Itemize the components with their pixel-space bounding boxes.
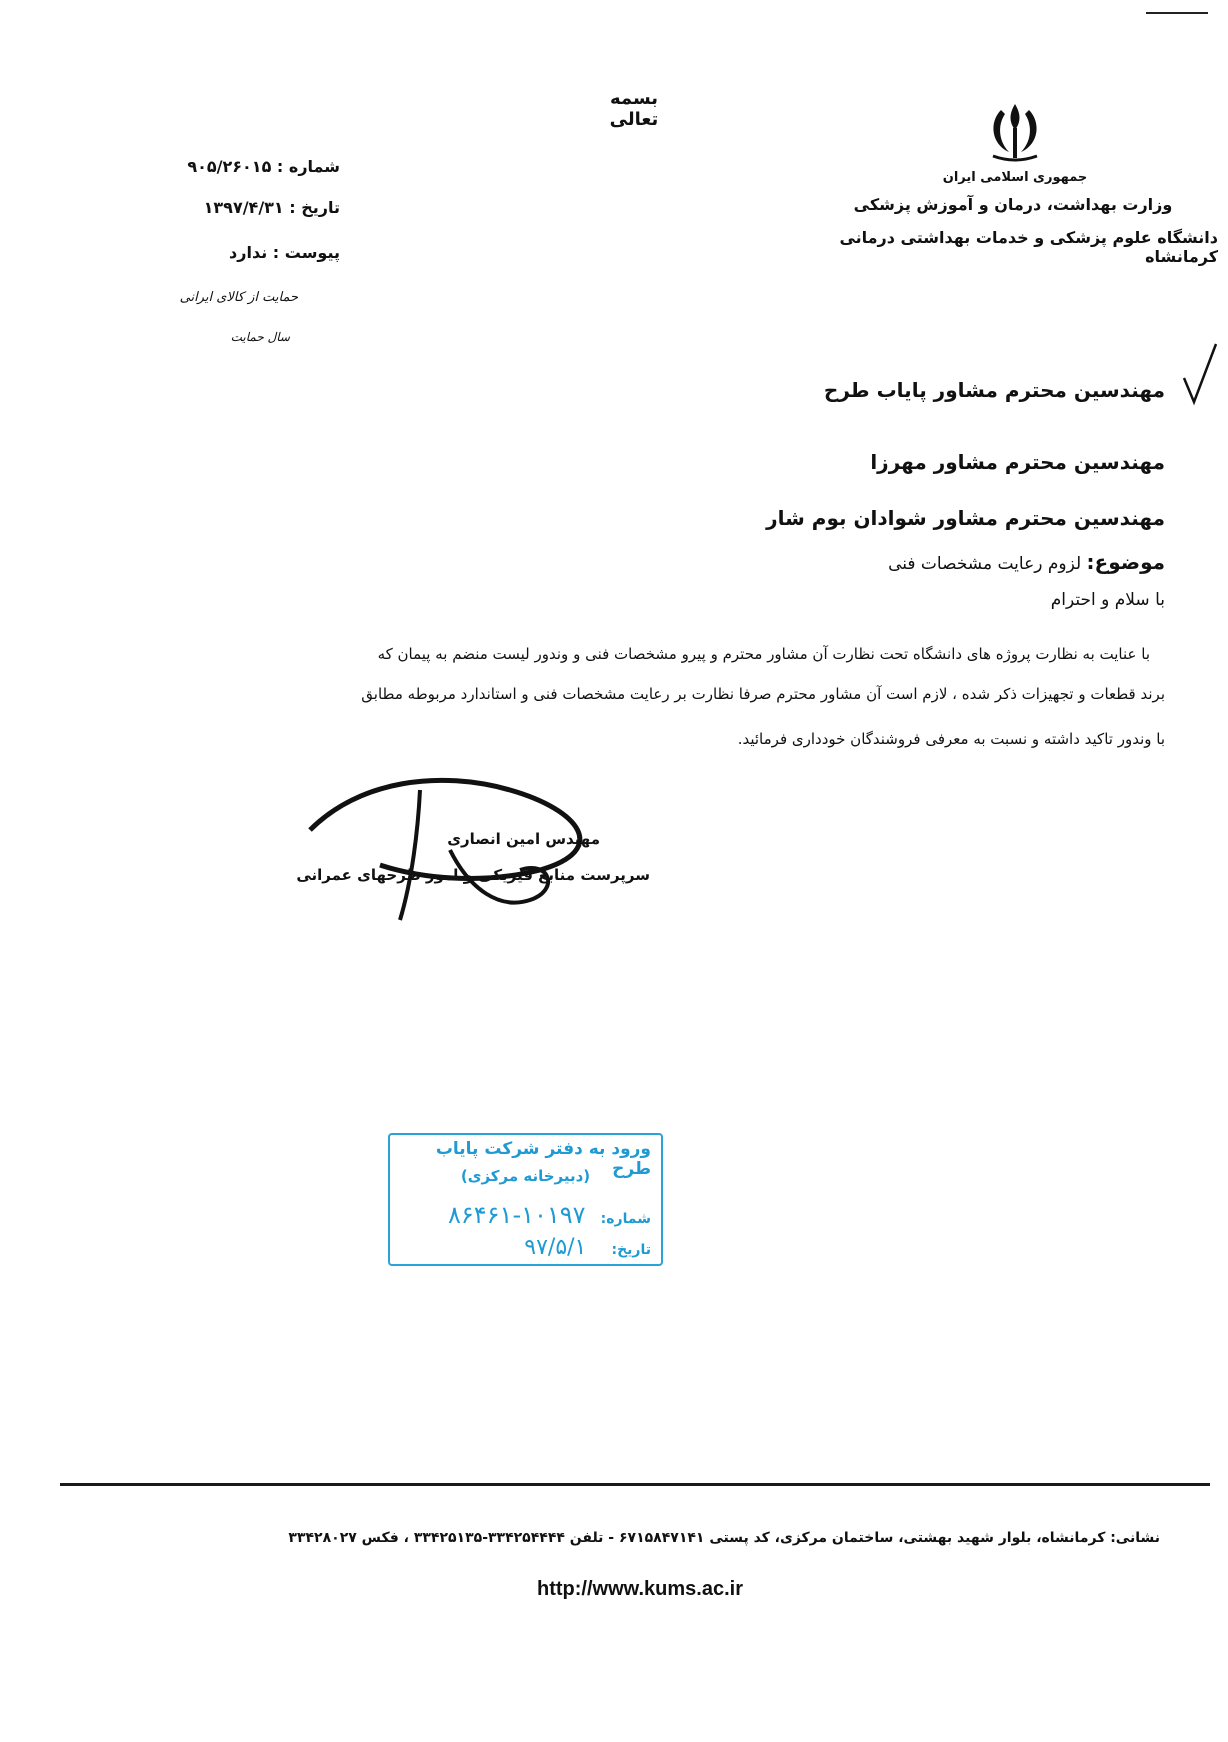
body-line-3: با وندور تاکید داشته و نسبت به معرفی فروشندگان خودداری فرمائید.: [737, 730, 1165, 748]
recipient-3: مهندسین محترم مشاور شوادان بوم شار: [766, 506, 1165, 530]
signatory-title: سرپرست منابع فیزیکی و امور طرحهای عمرانی: [296, 866, 650, 884]
body-line-2: برند قطعات و تجهیزات ذکر شده ، لازم است آن مشاور محترم صرفا نظارت بر رعایت مشخصات فنی و استاندارد مربوطه مطابق: [361, 685, 1165, 703]
emblem-line-university: دانشگاه علوم پزشکی و خدمات بهداشتی درمانی کرمانشاه: [839, 228, 1218, 266]
letter-number: [150, 157, 340, 176]
slogan-line-2: سال حمایت: [230, 330, 290, 344]
recipient-2: مهندسین محترم مشاور مهرزا: [870, 450, 1165, 474]
stamp-date-label: تاریخ:: [611, 1242, 651, 1258]
date-label: تاریخ :: [289, 198, 340, 217]
number-label: شماره :: [276, 157, 340, 176]
scan-artifact-top: [1146, 12, 1208, 14]
emblem-line-ministry: وزارت بهداشت، درمان و آموزش پزشکی: [853, 195, 1173, 214]
received-stamp: [388, 1133, 663, 1266]
footer-divider: [60, 1483, 1210, 1486]
body-line-1: با عنایت به نظارت پروژه های دانشگاه تحت نظارت آن مشاور محترم و پیرو مشخصات فنی و وندور لیست منضم به پیمان که: [377, 645, 1150, 663]
handwritten-signature: [300, 760, 630, 940]
footer-website: http://www.kums.ac.ir: [537, 1578, 743, 1600]
recipient-1: مهندسین محترم مشاور پایاب طرح: [823, 378, 1165, 402]
slogan-line-1: حمایت از کالای ایرانی: [179, 290, 298, 305]
signatory-name: مهندس امین انصاری: [447, 830, 600, 848]
subject-line: [600, 550, 1165, 574]
attachment-label: پیوست :: [272, 243, 340, 262]
letter-attachment: [150, 243, 340, 262]
emblem-line-republic: جمهوری اسلامی ایران: [942, 170, 1088, 185]
footer-address: نشانی: کرمانشاه، بلوار شهید بهشتی، ساختمان مرکزی، کد پستی ۶۷۱۵۸۴۷۱۴۱ - تلفن ۳۳۴۲۵۴۴۴۴-۳۳۴۲۵۱۳۵ ، فکس ۳۳۴۲۸۰۲۷: [288, 1530, 1160, 1546]
subject-text: لزوم رعایت مشخصات فنی: [888, 554, 1082, 574]
stamp-subtitle: (دبیرخانه مرکزی): [460, 1167, 591, 1185]
stamp-number-row: [400, 1201, 651, 1229]
date-value: ۱۳۹۷/۴/۳۱: [203, 198, 284, 217]
invocation-text: بسمه تعالی: [609, 88, 659, 130]
letter-date: [150, 198, 340, 217]
stamp-date-row: [400, 1235, 651, 1260]
iran-emblem-icon: [979, 100, 1051, 166]
stamp-number-label: شماره:: [600, 1211, 651, 1227]
greeting: با سلام و احترام: [1050, 590, 1165, 610]
number-value: ۹۰۵/۲۶۰۱۵: [187, 157, 272, 176]
attachment-value: ندارد: [229, 243, 268, 262]
stamp-number-value: ۱۰۱۹۷-۸۶۴۶۱: [447, 1201, 586, 1229]
check-mark-icon: [1182, 340, 1218, 410]
subject-label: موضوع:: [1086, 550, 1165, 574]
stamp-title: ورود به دفتر شرکت پایاب طرح: [435, 1139, 651, 1179]
stamp-date-value: ۹۷/۵/۱: [524, 1235, 587, 1260]
